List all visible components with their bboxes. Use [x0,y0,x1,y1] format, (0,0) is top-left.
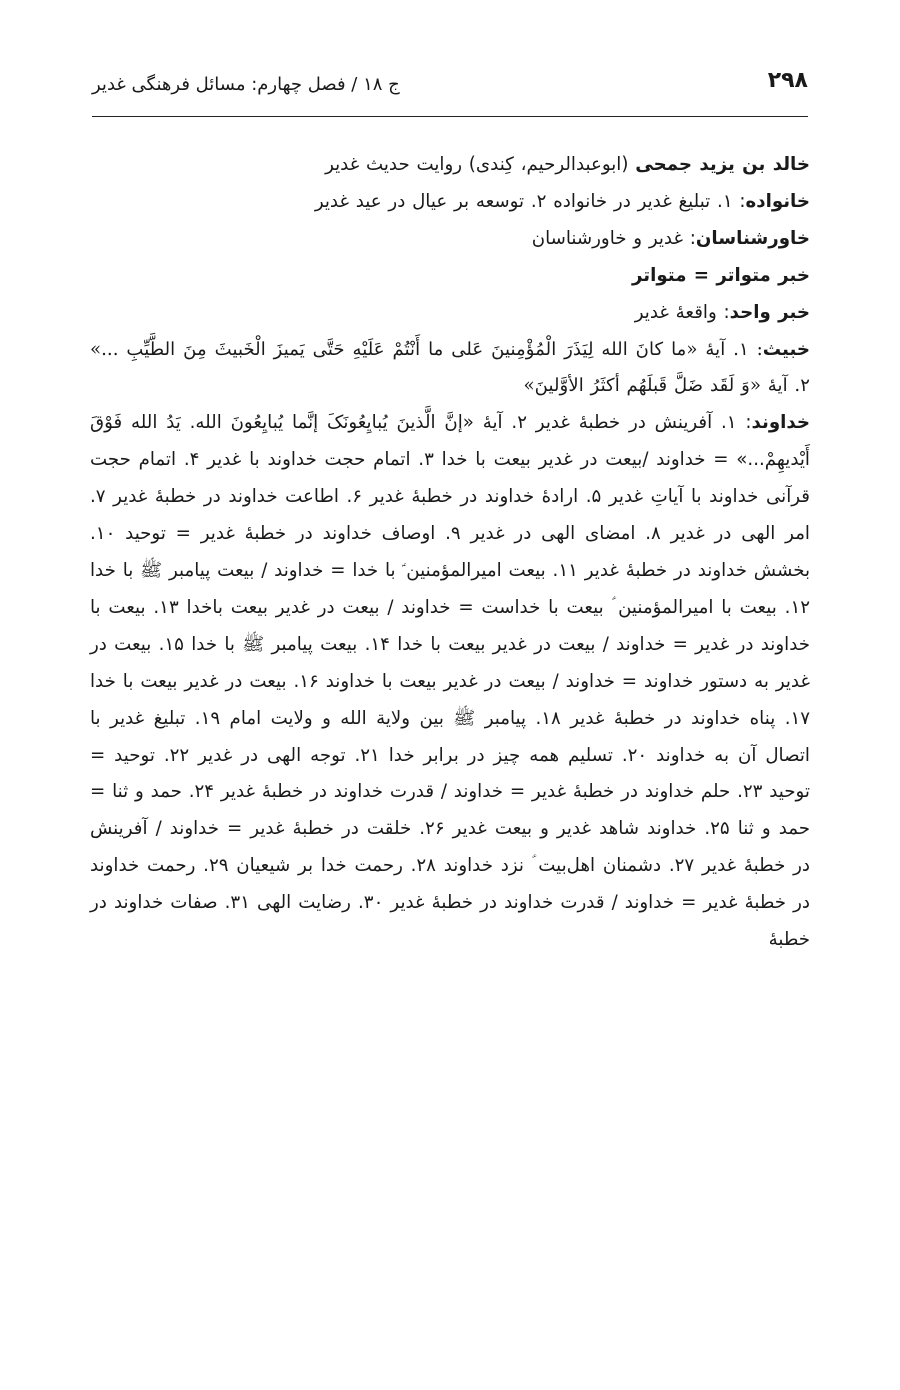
entry-text: : غدیر و خاورشناسان [531,227,696,249]
index-entries [90,147,810,959]
entry-text: (ابوعبدالرحیم، کِندی) روایت حدیث غدیر [325,154,636,175]
entry-term: خبیث [762,338,810,360]
entry-text: : ۱. آیهٔ «ما کانَ الله لِیَذَرَ الْمُؤْمِنینَ عَلی ما أَنْتُمْ عَلَیْهِ حَتَّی یَمیزَ الْخَبیثَ مِنَ الطَّیِّبِ ...» ۲. آیهٔ «وَ لَقَد ضَلَّ قَبلَهُم أکثَرُ الأوَّلینَ» [90,338,810,397]
entry-term: خانواده [745,190,810,212]
entry-text: : ۱. آفرینش در خطبهٔ غدیر ۲. آیهٔ «إنَّ الَّذینَ یُبایِعُونَکَ إنَّما یُبایِعُونَ الله. یَدُ الله فَوْقَ أَیْدیهِمْ...» = خداوند /بیعت در غدیر بیعت با خدا ۳. اتمام حجت خداوند با غدیر ۴. اتمام حجت قرآنی خداوند با آیاتِ غدیر ۵. ارادهٔ خداوند در خطبهٔ غدیر ۶. اطاعت خداوند در خطبهٔ غدیر ۷. امر الهی در غدیر ۸. امضای الهی در غدیر ۹. اوصاف خداوند در خطبهٔ غدیر = توحید ۱۰. بخشش خداوند در خطبهٔ غدیر ۱۱. بیعت امیرالمؤمنین ؑ با خدا = خداوند / بیعت پیامبر ﷺ با خدا ۱۲. بیعت با امیرالمؤمنین ؑ بیعت با خداست = خداوند / بیعت در غدیر بیعت باخدا ۱۳. بیعت با خداوند در غدیر = خداوند / بیعت در غدیر بیعت با خدا ۱۴. بیعت پیامبر ﷺ با خدا ۱۵. بیعت در غدیر به دستور خداوند = خداوند / بیعت در غدیر بیعت با خداوند ۱۶. بیعت در غدیر بیعت با خدا ۱۷. پناه خداوند در خطبهٔ غدیر ۱۸. پیامبر ﷺ بین ولایة الله و ولایت امام ۱۹. تبلیغ غدیر با اتصال آن به خداوند ۲۰. تسلیم همه چیز در برابر خدا ۲۱. توجه الهی در غدیر ۲۲. توحید = توحید ۲۳. حلم خداوند در خطبهٔ غدیر = خداوند / قدرت خداوند در خطبهٔ غدیر ۲۴. حمد و ثنا = حمد و ثنا ۲۵. خداوند شاهد غدیر و بیعت غدیر ۲۶. خلقت در خطبهٔ غدیر = خداوند / آفرینش در خطبهٔ غدیر ۲۷. دشمنان اهل‌بیت ؑ نزد خداوند ۲۸. رحمت خدا بر شیعیان ۲۹. رحمت خداوند در خطبهٔ غدیر = خداوند / قدرت خداوند در خطبهٔ غدیر ۳۰. رضایت الهی ۳۱. صفات خداوند در خطبهٔ [90,412,811,951]
index-entry [90,258,810,295]
entry-term: خاورشناسان [695,227,810,249]
header-divider [92,116,808,117]
running-title: ج ۱۸ / فصل چهارم: مسائل فرهنگی غدیر [92,74,400,95]
page-header [92,62,808,112]
entry-term: خبر واحد [729,301,810,323]
entry-term: خبر متواتر = متواتر [631,264,810,286]
index-entry [90,332,810,406]
index-entry [90,221,810,258]
index-entry [90,405,810,959]
index-entry [90,147,810,184]
page-number: ۲۹۸ [767,68,808,93]
entry-term: خداوند [751,412,810,434]
entry-term: خالد بن یزید جمحی [635,154,810,175]
entry-text: : واقعهٔ غدیر [634,301,730,323]
index-entry [90,184,810,221]
index-entry [90,295,810,332]
entry-text: : ۱. تبلیغ غدیر در خانواده ۲. توسعه بر عیال در عید غدیر [314,190,746,212]
